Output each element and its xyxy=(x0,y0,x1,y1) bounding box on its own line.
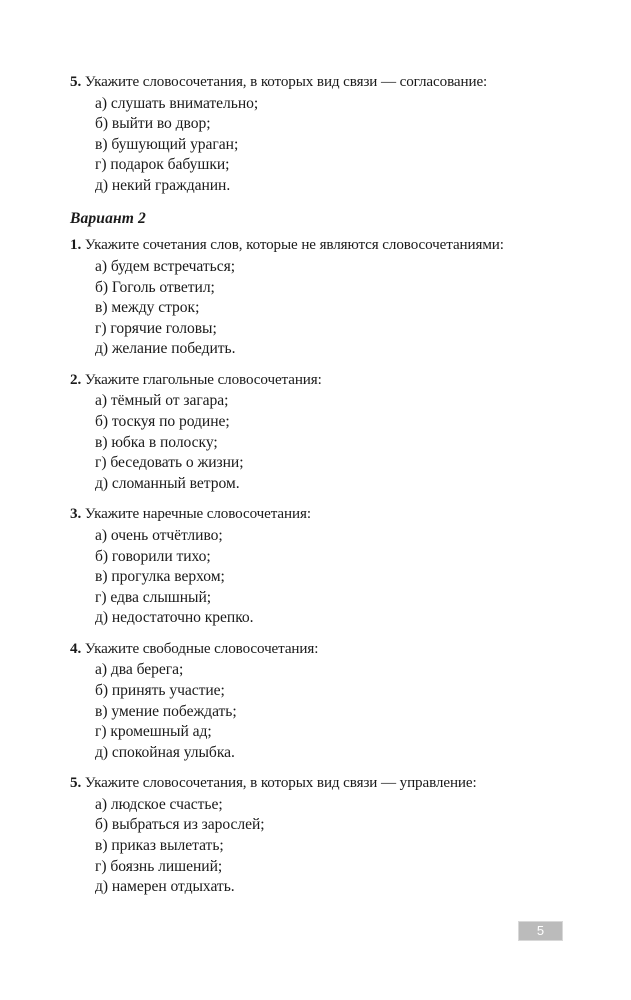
option-text: горячие головы; xyxy=(110,319,217,337)
option-list xyxy=(70,660,561,763)
option-text: беседовать о жизни; xyxy=(110,454,244,472)
question-block xyxy=(70,639,561,763)
option-item xyxy=(95,278,561,299)
option-item xyxy=(95,94,561,115)
option-text: Гоголь ответил; xyxy=(111,278,215,296)
option-item xyxy=(95,836,561,857)
question-heading xyxy=(70,639,561,660)
option-item xyxy=(95,433,561,454)
option-item xyxy=(95,722,561,743)
question-heading xyxy=(70,773,561,794)
option-letter: г) xyxy=(95,156,107,174)
question-heading xyxy=(70,72,561,93)
option-item xyxy=(95,743,561,764)
question-number: 5. xyxy=(70,775,82,792)
option-item xyxy=(95,526,561,547)
option-text: кромешный ад; xyxy=(110,723,212,741)
option-letter: г) xyxy=(95,588,107,606)
option-text: недостаточно крепко. xyxy=(111,609,254,627)
question-block xyxy=(70,773,561,897)
option-item xyxy=(95,567,561,588)
option-text: говорили тихо; xyxy=(111,547,211,565)
option-list xyxy=(70,94,561,197)
option-list xyxy=(70,257,561,360)
option-item xyxy=(95,588,561,609)
option-letter: б) xyxy=(95,547,109,565)
option-item xyxy=(95,339,561,360)
option-item xyxy=(95,857,561,878)
option-item xyxy=(95,298,561,319)
variant-heading: Вариант 2 xyxy=(70,210,146,228)
option-letter: а) xyxy=(95,526,108,544)
option-text: прогулка верхом; xyxy=(111,568,225,586)
option-text: умение побеждать; xyxy=(111,702,237,720)
option-item xyxy=(95,815,561,836)
page-content xyxy=(70,72,561,898)
option-text: боязнь лишений; xyxy=(110,857,223,875)
option-text: между строк; xyxy=(111,299,200,317)
option-letter: а) xyxy=(95,257,108,275)
option-text: желание победить. xyxy=(111,340,236,358)
question-block xyxy=(70,504,561,628)
option-text: очень отчётливо; xyxy=(110,526,223,544)
question-number: 2. xyxy=(70,371,82,388)
question-prompt: Укажите глагольные словосочетания: xyxy=(84,371,322,388)
option-text: два берега; xyxy=(110,661,184,679)
option-letter: в) xyxy=(95,568,108,586)
option-letter: а) xyxy=(95,661,108,679)
option-item xyxy=(95,453,561,474)
question-prompt: Укажите наречные словосочетания: xyxy=(84,506,311,523)
option-item xyxy=(95,474,561,495)
option-text: сломанный ветром. xyxy=(111,474,240,492)
question-number: 4. xyxy=(70,640,82,657)
option-item xyxy=(95,547,561,568)
option-text: принять участие; xyxy=(111,681,225,699)
option-letter: б) xyxy=(95,816,109,834)
option-list xyxy=(70,795,561,898)
option-letter: д) xyxy=(95,340,109,358)
question-prompt: Укажите словосочетания, в которых вид связи — управление: xyxy=(84,775,477,792)
option-text: тоскуя по родине; xyxy=(111,413,230,431)
option-text: едва слышный; xyxy=(110,588,212,606)
option-item xyxy=(95,608,561,629)
option-text: подарок бабушки; xyxy=(110,156,230,174)
option-text: некий гражданин. xyxy=(111,176,231,194)
question-number: 1. xyxy=(70,237,82,254)
option-letter: а) xyxy=(95,795,108,813)
option-text: слушать внимательно; xyxy=(110,94,259,112)
question-number: 3. xyxy=(70,506,82,523)
question-heading xyxy=(70,370,561,391)
question-block xyxy=(70,370,561,494)
option-item xyxy=(95,391,561,412)
option-letter: в) xyxy=(95,702,108,720)
option-letter: д) xyxy=(95,176,109,194)
option-letter: д) xyxy=(95,743,109,761)
option-list xyxy=(70,526,561,629)
option-item xyxy=(95,257,561,278)
option-letter: б) xyxy=(95,115,109,133)
option-text: выбраться из зарослей; xyxy=(111,816,265,834)
option-item xyxy=(95,702,561,723)
option-text: приказ вылетать; xyxy=(111,837,224,855)
option-letter: д) xyxy=(95,474,109,492)
option-letter: а) xyxy=(95,94,108,112)
option-letter: б) xyxy=(95,413,109,431)
question-block xyxy=(70,235,561,359)
option-letter: в) xyxy=(95,299,108,317)
option-item xyxy=(95,155,561,176)
option-letter: д) xyxy=(95,609,109,627)
option-letter: в) xyxy=(95,135,108,153)
question-prompt: Укажите свободные словосочетания: xyxy=(84,640,319,657)
option-letter: б) xyxy=(95,681,109,699)
option-text: бушующий ураган; xyxy=(111,135,239,153)
option-letter: б) xyxy=(95,278,109,296)
question-heading xyxy=(70,235,561,256)
option-item xyxy=(95,114,561,135)
option-item xyxy=(95,412,561,433)
option-letter: а) xyxy=(95,392,108,410)
option-text: тёмный от загара; xyxy=(110,392,229,410)
question-block xyxy=(70,72,561,196)
option-text: спокойная улыбка. xyxy=(111,743,235,761)
option-letter: г) xyxy=(95,723,107,741)
option-item xyxy=(95,681,561,702)
option-item xyxy=(95,795,561,816)
question-prompt: Укажите сочетания слов, которые не являются словосочетаниями: xyxy=(84,237,504,254)
option-item xyxy=(95,660,561,681)
option-letter: д) xyxy=(95,878,109,896)
page-number-badge: 5 xyxy=(518,921,563,941)
option-letter: г) xyxy=(95,454,107,472)
option-letter: г) xyxy=(95,857,107,875)
option-text: будем встречаться; xyxy=(110,257,235,275)
option-item xyxy=(95,319,561,340)
option-text: выйти во двор; xyxy=(111,115,211,133)
option-letter: в) xyxy=(95,433,108,451)
option-text: юбка в полоску; xyxy=(111,433,218,451)
question-prompt: Укажите словосочетания, в которых вид связи — согласование: xyxy=(84,74,488,90)
option-list xyxy=(70,391,561,494)
question-heading xyxy=(70,504,561,525)
option-letter: в) xyxy=(95,837,108,855)
option-item xyxy=(95,877,561,898)
option-text: людское счастье; xyxy=(110,795,223,813)
question-number: 5. xyxy=(70,74,82,90)
option-letter: г) xyxy=(95,319,107,337)
option-item xyxy=(95,176,561,197)
option-item xyxy=(95,135,561,156)
option-text: намерен отдыхать. xyxy=(111,878,235,896)
